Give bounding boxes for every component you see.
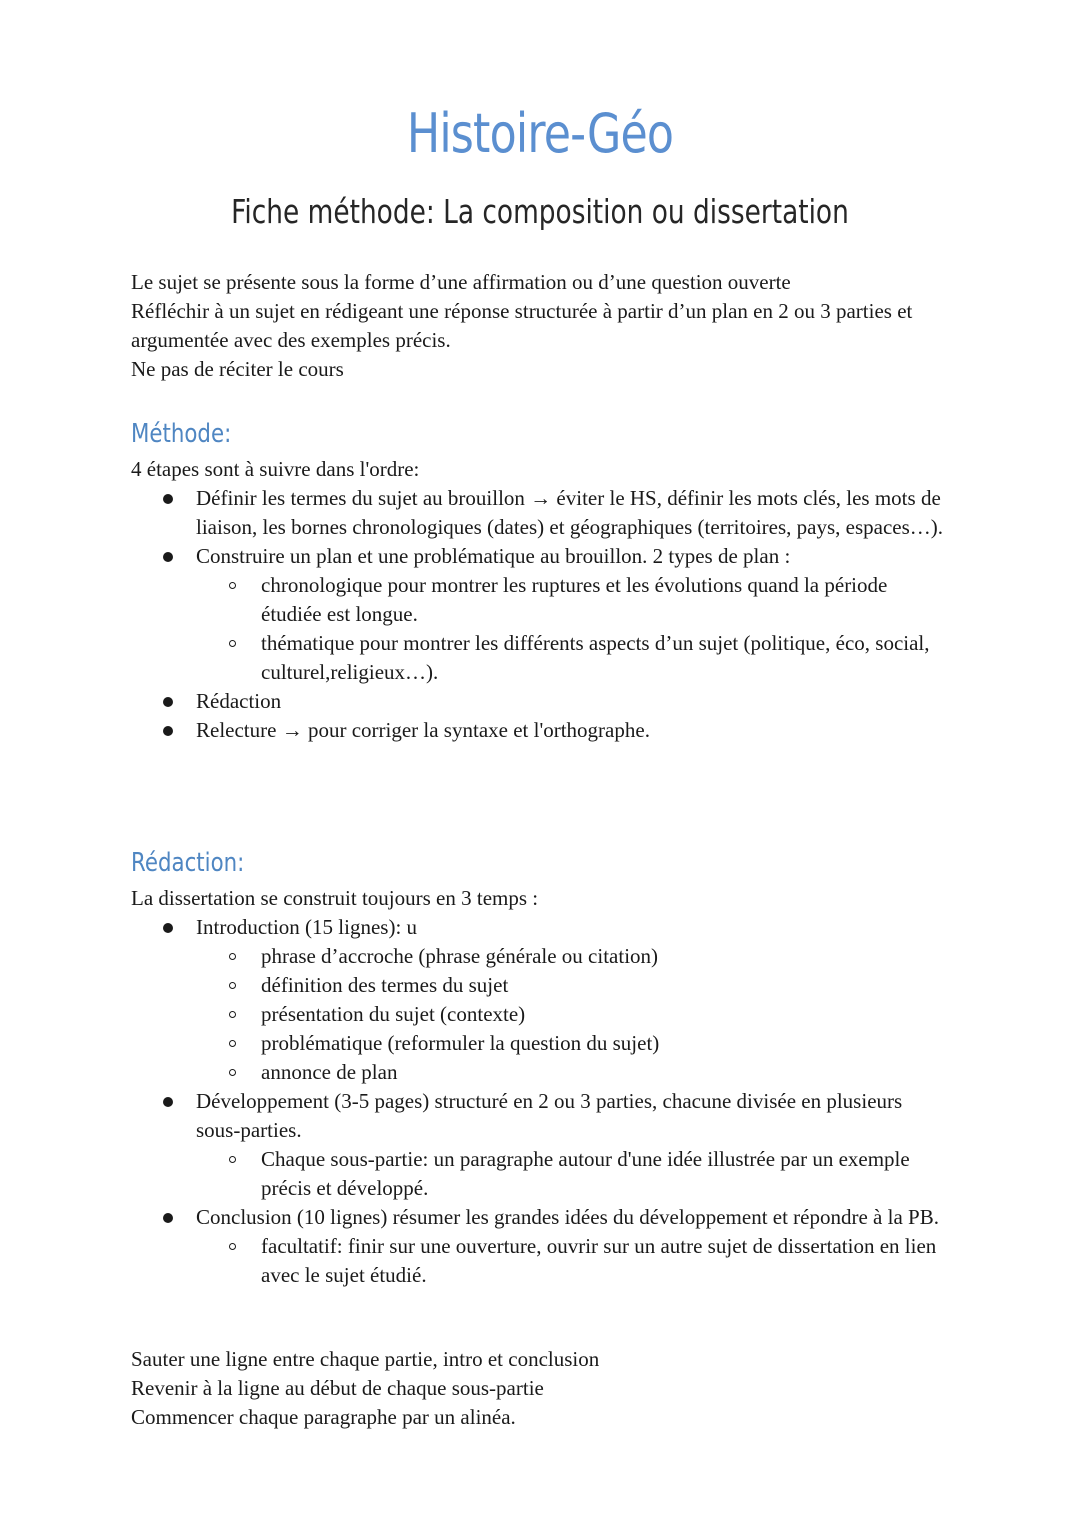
bullet-icon [163,1097,173,1107]
intro-line-3: Ne pas de réciter le cours [131,357,344,381]
circle-bullet-icon [229,1069,236,1076]
list-item: Relecture → pour corriger la syntaxe et l'orthographe. [131,716,951,745]
circle-bullet-icon [229,1156,236,1163]
bullet-icon [163,923,173,933]
list-item: définition des termes du sujet [196,971,951,1000]
list-item: facultatif: finir sur une ouverture, ouvrir sur un autre sujet de dissertation en lien avec le sujet étudié. [196,1232,951,1290]
methode-heading: Méthode: [131,419,232,449]
methode-steps-list [131,484,951,745]
circle-bullet-icon [229,582,236,589]
intro-line-2: Réfléchir à un sujet en rédigeant une réponse structurée à partir d’un plan en 2 ou 3 parties et argumentée avec des exemples précis. [131,299,913,352]
list-item: Construire un plan et une problématique au brouillon. 2 types de plan : chronologique pour montrer les ruptures et les évolutions quand la période étudiée est longue. thématique pour montrer les différents aspects d’un sujet (politique, éco, social, culturel,religieux…). [131,542,951,687]
circle-bullet-icon [229,1040,236,1047]
introduction-parts-list [196,942,951,1087]
list-item: Définir les termes du sujet au brouillon → éviter le HS, définir les mots clés, les mots de liaison, les bornes chronologiques (dates) et géographiques (territoires, pays, espaces…). [131,484,951,542]
footer-notes [131,1345,951,1432]
bullet-icon [163,1213,173,1223]
footer-line-3: Commencer chaque paragraphe par un alinéa. [131,1405,516,1429]
plan-types-list [196,571,951,687]
circle-bullet-icon [229,1011,236,1018]
list-item: phrase d’accroche (phrase générale ou citation) [196,942,951,971]
circle-bullet-icon [229,1243,236,1250]
intro-line-1: Le sujet se présente sous la forme d’une affirmation ou d’une question ouverte [131,270,791,294]
page-title: Histoire-Géo [406,102,674,165]
bullet-icon [163,552,173,562]
redaction-lead: La dissertation se construit toujours en 3 temps : [131,886,539,910]
methode-lead: 4 étapes sont à suivre dans l'ordre: [131,457,420,481]
circle-bullet-icon [229,953,236,960]
list-item: Chaque sous-partie: un paragraphe autour d'une idée illustrée par un exemple précis et développé. [196,1145,951,1203]
redaction-heading: Rédaction: [131,848,245,878]
list-item: problématique (reformuler la question du sujet) [196,1029,951,1058]
circle-bullet-icon [229,640,236,647]
circle-bullet-icon [229,982,236,989]
footer-line-2: Revenir à la ligne au début de chaque sous-partie [131,1376,544,1400]
redaction-steps-list [131,913,951,1290]
methode-section [131,455,951,745]
bullet-icon [163,494,173,504]
page-subtitle: Fiche méthode: La composition ou dissertation [231,192,849,231]
footer-line-1: Sauter une ligne entre chaque partie, intro et conclusion [131,1347,600,1371]
intro-section [131,268,951,384]
redaction-section [131,884,951,1290]
list-item: annonce de plan [196,1058,951,1087]
bullet-icon [163,697,173,707]
list-item: Rédaction [131,687,951,716]
bullet-icon [163,726,173,736]
list-item: thématique pour montrer les différents aspects d’un sujet (politique, éco, social, culturel,religieux…). [196,629,951,687]
conclusion-parts-list [196,1232,951,1290]
list-item: chronologique pour montrer les ruptures et les évolutions quand la période étudiée est longue. [196,571,951,629]
list-item: Développement (3-5 pages) structuré en 2 ou 3 parties, chacune divisée en plusieurs sous-parties. Chaque sous-partie: un paragraphe autour d'une idée illustrée par un exemple précis et développé. [131,1087,951,1203]
development-parts-list [196,1145,951,1203]
list-item: Conclusion (10 lignes) résumer les grandes idées du développement et répondre à la PB. facultatif: finir sur une ouverture, ouvrir sur un autre sujet de dissertation en lien avec le sujet étudié. [131,1203,951,1290]
list-item: Introduction (15 lignes): u phrase d’accroche (phrase générale ou citation) définition des termes du sujet présentation du sujet (contexte) problématique (reformuler la question du sujet) annonce de plan [131,913,951,1087]
list-item: présentation du sujet (contexte) [196,1000,951,1029]
